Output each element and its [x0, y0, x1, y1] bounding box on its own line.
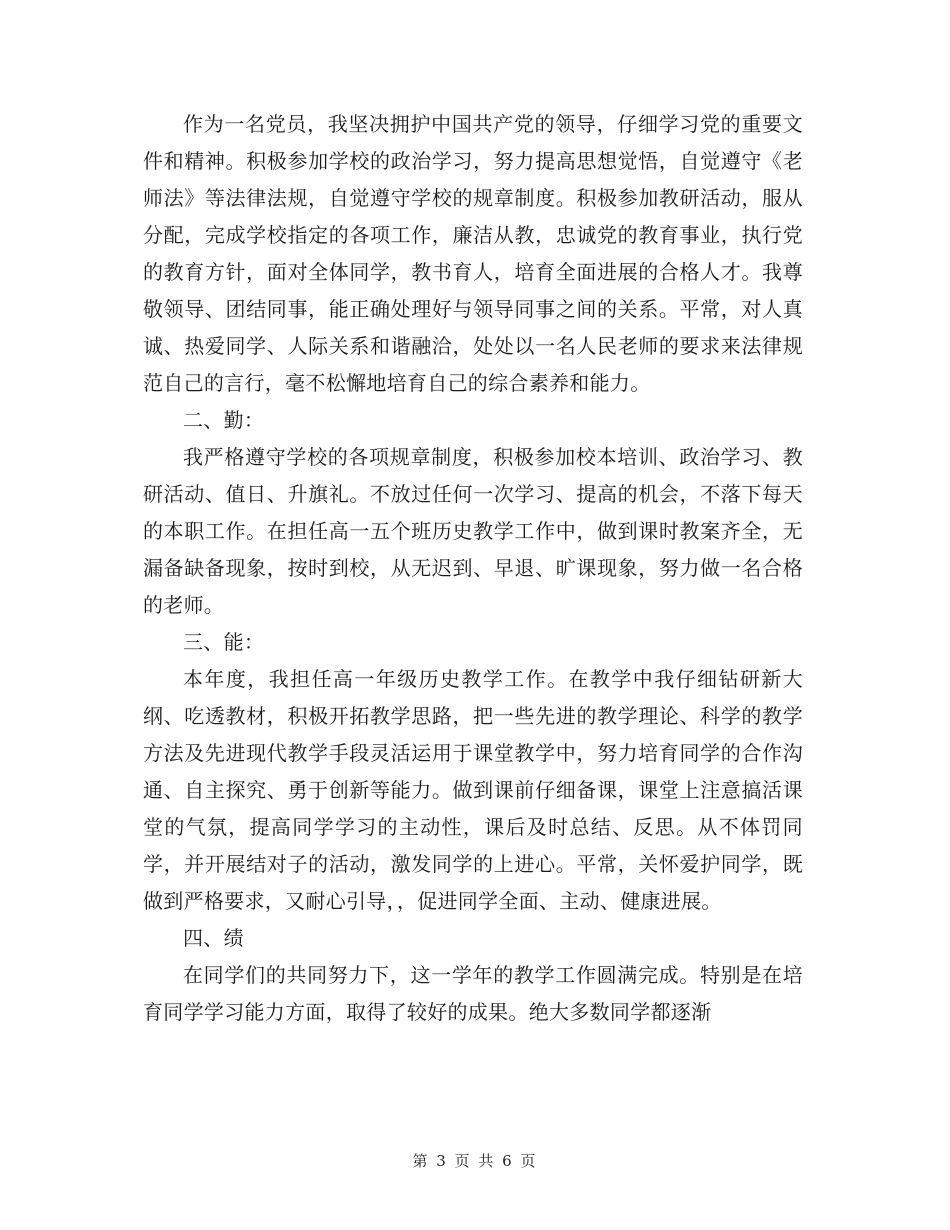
paragraph-ability: 本年度，我担任高一年级历史教学工作。在教学中我仔细钻研新大纲、吃透教材，积极开拓教学思路，把一些先进的教学理论、科学的教学方法及先进现代教学手段灵活运用于课堂教学中，努力培育同学的合作沟通、自主探究、勇于创新等能力。做到课前仔细备课，课堂上注意搞活课堂的气氛，提高同学学习的主动性，课后及时总结、反思。从不体罚同学，并开展结对子的活动，激发同学的上进心。平常，关怀爱护同学，既做到严格要求，又耐心引导，，促进同学全面、主动、健康进展。: [143, 667, 803, 913]
paragraph-diligence: 我严格遵守学校的各项规章制度，积极参加校本培训、政治学习、教研活动、值日、升旗礼。不放过任何一次学习、提高的机会，不落下每天的本职工作。在担任高一五个班历史教学工作中，做到课时教案齐全，无漏备缺备现象，按时到校，从无迟到、早退、旷课现象，努力做一名合格的老师。: [143, 445, 803, 617]
section-heading-achievement: 四、绩: [183, 926, 244, 950]
page-number-footer: 第 3 页 共 6 页: [412, 1152, 538, 1170]
paragraph-party-member: 作为一名党员，我坚决拥护中国共产党的领导，仔细学习党的重要文件和精神。积极参加学校的政治学习，努力提高思想觉悟，自觉遵守《老师法》等法律法规，自觉遵守学校的规章制度。积极参加教研活动，服从分配，完成学校指定的各项工作，廉洁从教，忠诚党的教育事业，执行党的教育方针，面对全体同学，教书育人，培育全面进展的合格人才。我尊敬领导、团结同事，能正确处理好与领导同事之间的关系。平常，对人真诚、热爱同学、人际关系和谐融洽，处处以一名人民老师的要求来法律规范自己的言行，毫不松懈地培育自己的综合素养和能力。: [143, 112, 803, 395]
section-heading-diligence: 二、勤：: [183, 408, 265, 432]
section-heading-ability: 三、能：: [183, 630, 265, 654]
paragraph-achievement: 在同学们的共同努力下，这一学年的教学工作圆满完成。特别是在培育同学学习能力方面，取得了较好的成果。绝大多数同学都逐渐: [143, 963, 803, 1024]
document-body: [143, 106, 803, 1031]
